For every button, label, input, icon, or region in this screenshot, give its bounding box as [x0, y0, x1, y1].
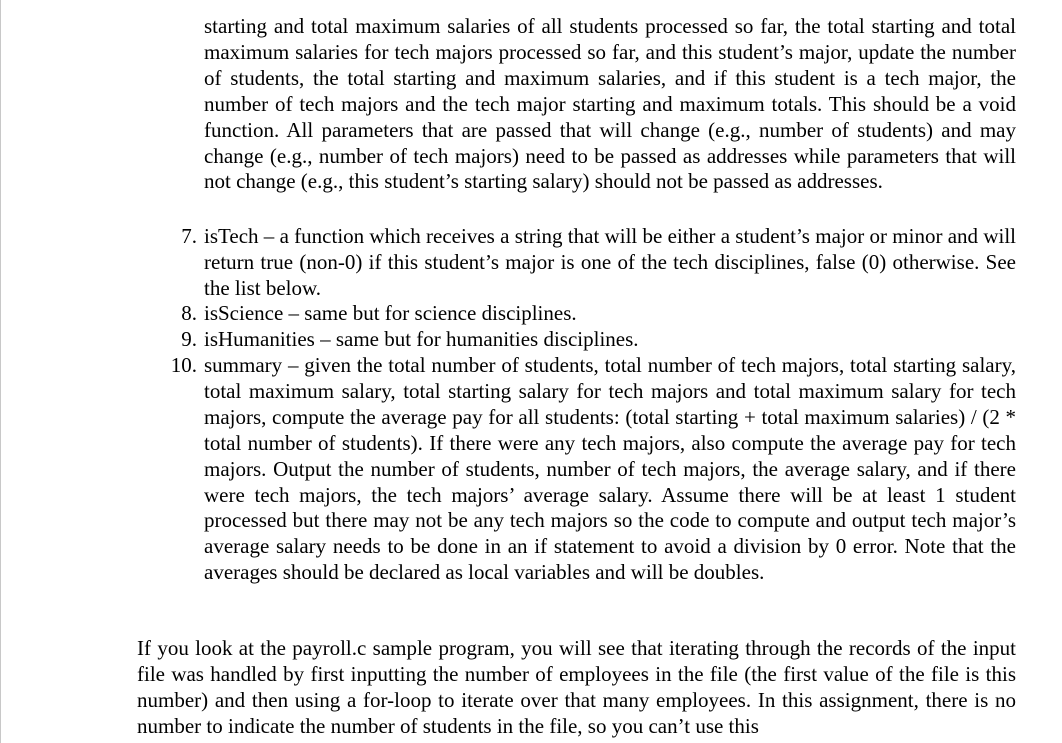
list-item-number: 10. [170, 353, 197, 377]
list-item-number: 8. [181, 301, 197, 325]
list-item-number: 7. [181, 224, 197, 248]
continued-list-item-text: starting and total maximum salaries of all students processed so far, the total starting and total maximum salaries for tech majors processed so far, and this student’s major, update the number of students, the total starting and maximum salaries, and if this student is a tech major, the number of tech majors and the tech major starting and maximum totals. This should be a void function. All parameters that are passed that will change (e.g., number of students) and may change (e.g., number of tech majors) need to be passed as addresses while parameters that will not change (e.g., this student’s starting salary) should not be passed as addresses. [204, 14, 1016, 194]
list-item-text: isHumanities – same but for humanities disciplines. [204, 327, 639, 351]
list-item-text: isScience – same but for science disciplines. [204, 301, 577, 325]
list-item-text: isTech – a function which receives a string that will be either a student’s major or minor and will return true (non-0) if this student’s major is one of the tech disciplines, false (0) otherwise. See the list below. [204, 224, 1016, 300]
body-paragraph: If you look at the payroll.c sample program, you will see that iterating through the records of the input file was handled by first inputting the number of employees in the file (the first value of the file is this number) and then using a for-loop to iterate over that many employees. In this assignment, there is no number to indicate the number of students in the file, so you can’t use this [137, 636, 1016, 738]
list-item-text: summary – given the total number of students, total number of tech majors, total starting salary, total maximum salary, total starting salary for tech majors and total maximum salary for tech majors, compute the average pay for all students: (total starting + total maximum salaries) / (2 * total number of students). If there were any tech majors, also compute the average pay for tech majors. Output the number of students, number of tech majors, the average salary, and if there were tech majors, the tech majors’ average salary. Assume there will be at least 1 student processed but there may not be any tech majors so the code to compute and output tech major’s average salary needs to be done in an if statement to avoid a division by 0 error. Note that the averages should be declared as local variables and will be doubles. [204, 353, 1016, 585]
list-item-number: 9. [181, 327, 197, 351]
